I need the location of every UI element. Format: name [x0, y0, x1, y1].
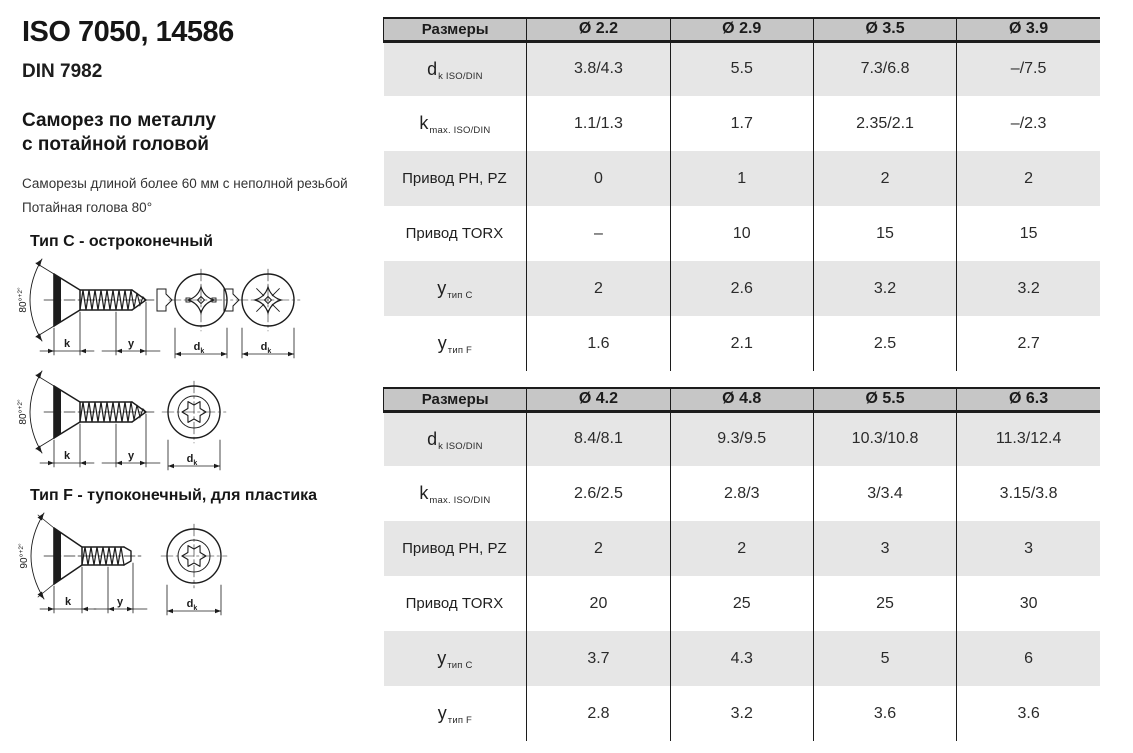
column-header: Ø 2.9: [670, 18, 813, 41]
dim-dk-label: $d_k$: [193, 341, 205, 356]
cell: 20: [527, 576, 670, 631]
screw-side-view: [16, 259, 160, 355]
cell: 2.35/2.1: [813, 96, 956, 151]
cell: 3.2: [813, 261, 956, 316]
row-label: $y_{тип C}$: [437, 648, 473, 671]
header-row: [384, 18, 1101, 41]
cell: 3: [813, 521, 956, 576]
cell: 2.8: [527, 686, 670, 741]
cell: 3.6: [813, 686, 956, 741]
cell: 5.5: [670, 41, 813, 96]
angle-label: 80°$^{+2^\circ}$: [17, 287, 29, 313]
tables-panel: [383, 17, 1100, 741]
cell: 3.15/3.8: [957, 466, 1100, 521]
cell: 2: [670, 521, 813, 576]
dim-k-label: k: [64, 596, 72, 609]
column-header: Размеры: [384, 18, 527, 41]
cell: 4.3: [670, 631, 813, 686]
table-row: [384, 411, 1101, 466]
column-header: Ø 2.2: [527, 18, 670, 41]
cell: 25: [670, 576, 813, 631]
cell: 10: [670, 206, 813, 261]
torx-recess-view: [162, 381, 226, 470]
cell: 5: [813, 631, 956, 686]
page-title: ISO 7050, 14586: [22, 16, 234, 48]
row-label: Привод TORX: [405, 594, 504, 612]
cell: 2.6: [670, 261, 813, 316]
cell: 15: [957, 206, 1100, 261]
cell: 1.1/1.3: [527, 96, 670, 151]
dimensions-table-small-diameters: [383, 17, 1100, 371]
dim-k-label: k: [63, 450, 71, 463]
cell: 2.6/2.5: [527, 466, 670, 521]
type-c-heading: Тип C - остроконечный: [30, 233, 213, 251]
table-row: [384, 466, 1101, 521]
cell: 25: [813, 576, 956, 631]
cell: 11.3/12.4: [957, 411, 1100, 466]
cell: 2.1: [670, 316, 813, 371]
row-label: $y_{тип F}$: [437, 703, 473, 726]
ph-recess-view: [157, 269, 233, 358]
cell: 2: [527, 521, 670, 576]
cell: 3.2: [957, 261, 1100, 316]
cell: 2: [527, 261, 670, 316]
pz-recess-view: [224, 269, 300, 358]
cell: 1.6: [527, 316, 670, 371]
type-c-drawing-torx: [16, 367, 316, 473]
product-name: [22, 109, 372, 157]
product-note-line2: Потайная голова 80°: [22, 199, 153, 215]
cell: –/2.3: [957, 96, 1100, 151]
cell: 1.7: [670, 96, 813, 151]
dim-y-label: y: [127, 338, 135, 351]
cell: 15: [813, 206, 956, 261]
left-panel: [17, 10, 372, 619]
type-f-drawing-torx: [16, 511, 316, 619]
product-description: [22, 172, 372, 219]
column-header: Ø 6.3: [957, 388, 1100, 411]
row-label: Привод PH, PZ: [402, 539, 507, 557]
table-row: [384, 261, 1101, 316]
dim-dk-label: $d_k$: [186, 598, 198, 613]
dim-y-label: y: [127, 450, 135, 463]
table-row: [384, 631, 1101, 686]
screw-side-view: [16, 371, 160, 467]
column-header: Размеры: [384, 388, 527, 411]
row-label: $d_{k ISO/DIN}$: [427, 58, 483, 82]
header-row: [384, 388, 1101, 411]
din-standard: DIN 7982: [22, 61, 103, 82]
table-row: [384, 96, 1101, 151]
row-label: Привод PH, PZ: [402, 169, 507, 187]
column-header: Ø 5.5: [813, 388, 956, 411]
angle-label: 90°$^{+2^\circ}$: [18, 543, 30, 569]
column-header: Ø 3.9: [957, 18, 1100, 41]
cell: 8.4/8.1: [527, 411, 670, 466]
cell: 10.3/10.8: [813, 411, 956, 466]
cell: 6: [957, 631, 1100, 686]
dimensions-table-large-diameters: [383, 387, 1100, 741]
table-row: [384, 151, 1101, 206]
cell: 0: [527, 151, 670, 206]
row-label: $y_{тип C}$: [437, 278, 473, 301]
column-header: Ø 4.2: [527, 388, 670, 411]
table-row: [384, 41, 1101, 96]
dim-dk-label: $d_k$: [186, 453, 198, 468]
row-label: $d_{k ISO/DIN}$: [427, 428, 483, 452]
screw-side-view: [17, 513, 147, 613]
dim-dk-label: $d_k$: [260, 341, 272, 356]
cell: 3.8/4.3: [527, 41, 670, 96]
row-label: $k_{max. ISO/DIN}$: [419, 483, 491, 506]
row-label: $y_{тип F}$: [437, 333, 473, 356]
cell: –: [527, 206, 670, 261]
product-name-line1: Саморез по металлу: [22, 110, 216, 131]
table-row: [384, 576, 1101, 631]
type-f-heading: Тип F - тупоконечный, для пластика: [30, 487, 318, 505]
cell: 9.3/9.5: [670, 411, 813, 466]
cell: 3.2: [670, 686, 813, 741]
cell: 30: [957, 576, 1100, 631]
column-header: Ø 3.5: [813, 18, 956, 41]
type-c-drawing-ph-pz: [16, 255, 316, 367]
cell: 2.7: [957, 316, 1100, 371]
angle-label: 80°$^{+2^\circ}$: [17, 399, 29, 425]
table-row: [384, 206, 1101, 261]
table-row: [384, 316, 1101, 371]
cell: 2.8/3: [670, 466, 813, 521]
cell: –/7.5: [957, 41, 1100, 96]
row-label: Привод TORX: [405, 224, 504, 242]
table-row: [384, 521, 1101, 576]
cell: 2.5: [813, 316, 956, 371]
cell: 2: [813, 151, 956, 206]
product-note-line1: Саморезы длиной более 60 мм с неполной резьбой: [22, 175, 348, 191]
cell: 3.6: [957, 686, 1100, 741]
column-header: Ø 4.8: [670, 388, 813, 411]
cell: 3/3.4: [813, 466, 956, 521]
dim-y-label: y: [116, 596, 124, 609]
cell: 3.7: [527, 631, 670, 686]
cell: 1: [670, 151, 813, 206]
table-row: [384, 686, 1101, 741]
torx-recess-view: [161, 524, 227, 615]
row-label: $k_{max. ISO/DIN}$: [419, 113, 491, 136]
product-name-line2: с потайной головой: [22, 133, 209, 155]
dim-k-label: k: [63, 338, 71, 351]
cell: 3: [957, 521, 1100, 576]
cell: 7.3/6.8: [813, 41, 956, 96]
cell: 2: [957, 151, 1100, 206]
